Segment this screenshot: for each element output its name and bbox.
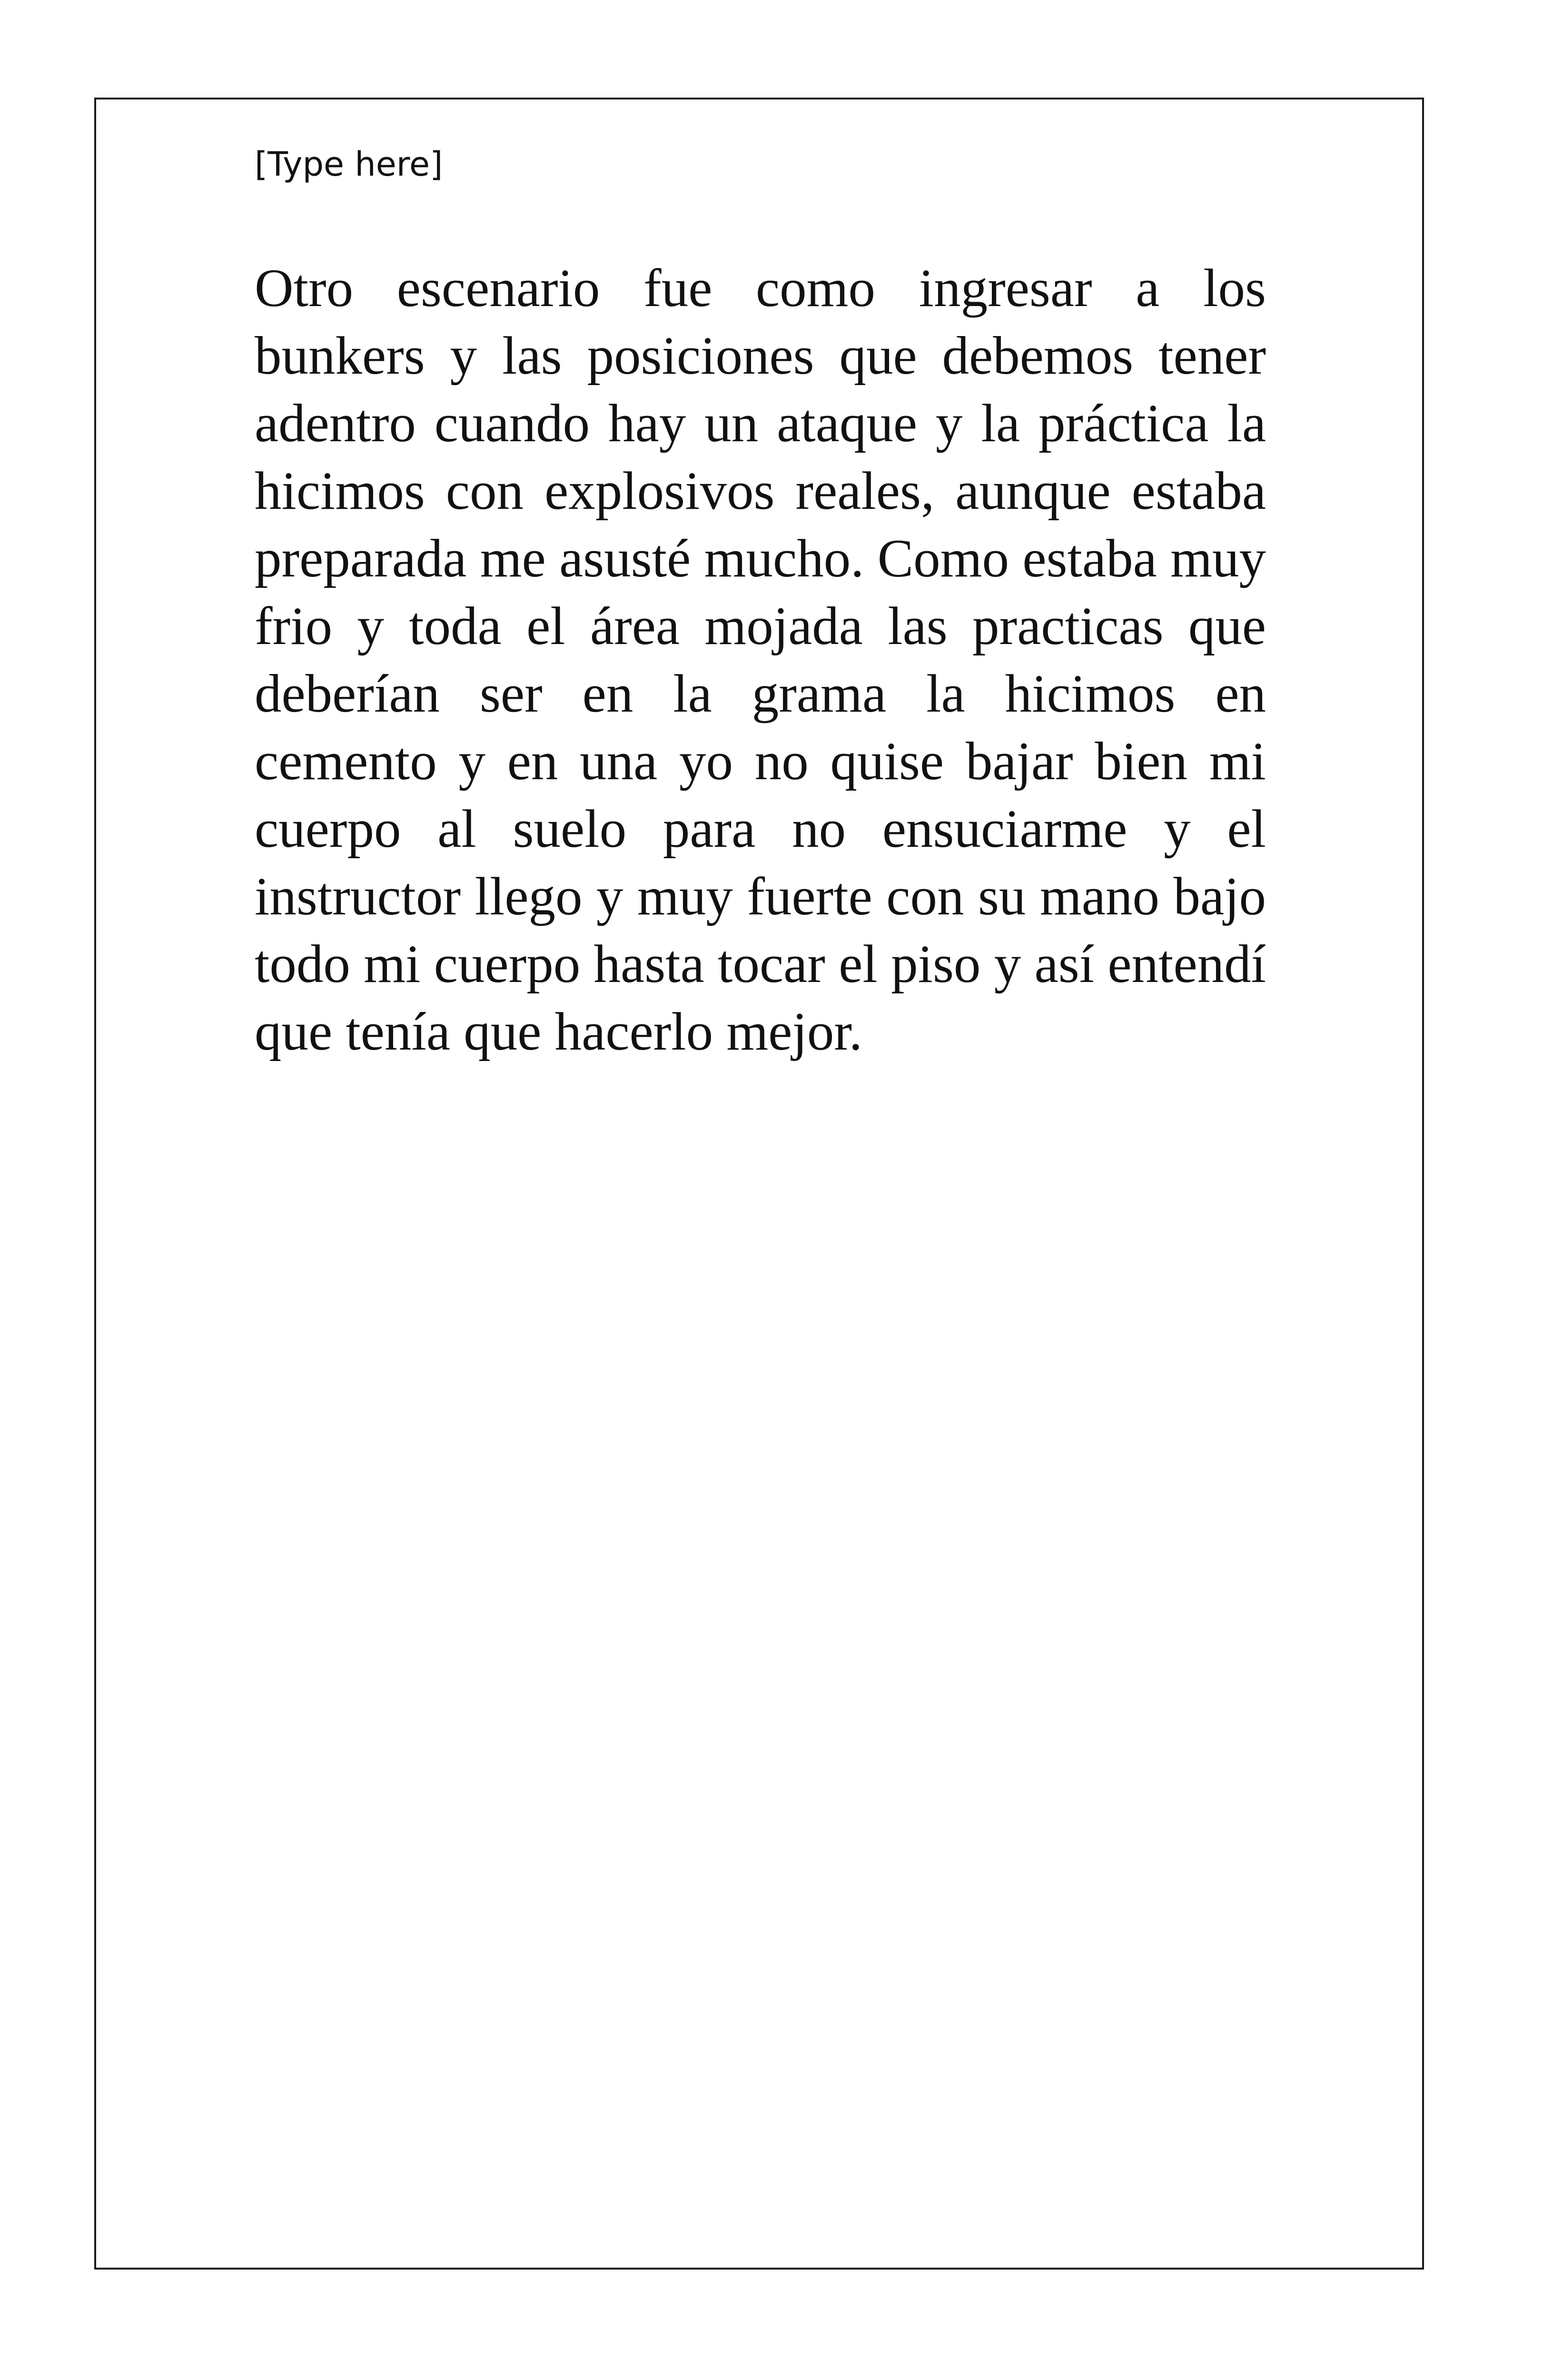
header-placeholder[interactable]: [Type here]: [255, 145, 443, 184]
body-paragraph: Otro escenario fue como ingresar a los bunkers y las posiciones que debemos tener adentro cuando hay un ataque y la práctica la hicimos con explosivos reales, aunque estaba preparada me asusté mucho. Como estaba muy frio y toda el área mojada las practicas que deberían ser en la grama la hicimos en cemento y en una yo no quise bajar bien mi cuerpo al suelo para no ensuciarme y el instructor llego y muy fuerte con su mano bajo todo mi cuerpo hasta tocar el piso y así entendí que tenía que hacerlo mejor.: [255, 258, 1266, 1061]
